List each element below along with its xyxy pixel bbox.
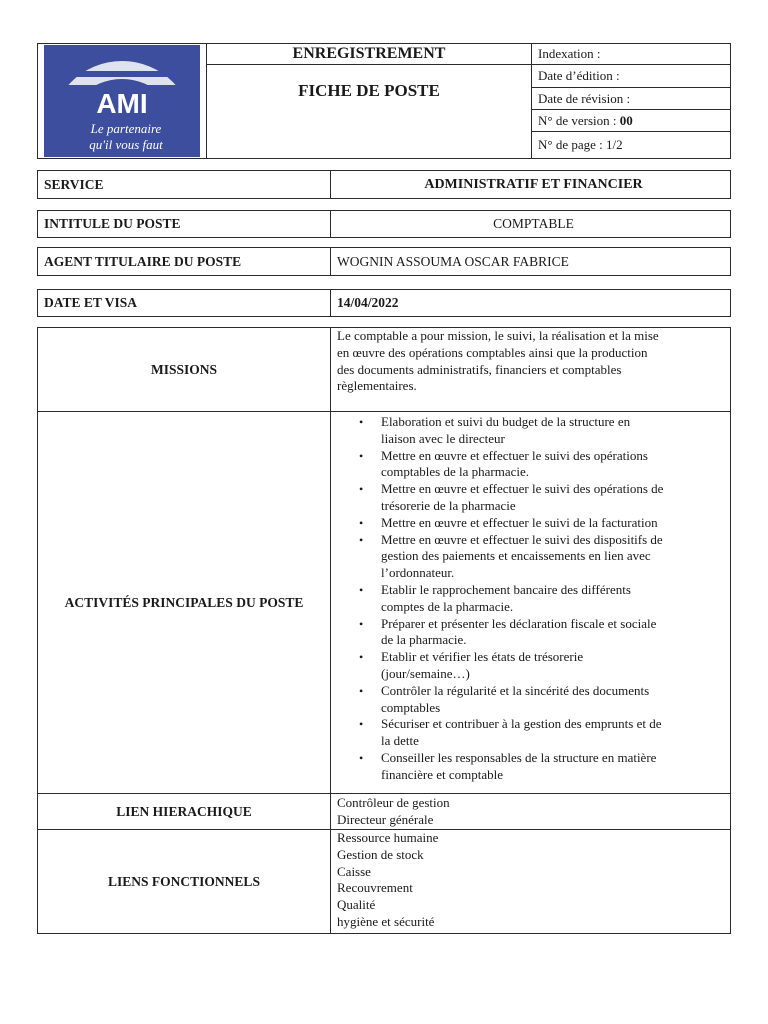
job-title-value: COMPTABLE xyxy=(331,211,731,238)
activity-item xyxy=(359,649,724,683)
hierarchy-line: Directeur générale xyxy=(337,811,434,827)
page-value: 1/2 xyxy=(606,137,623,152)
bullet-icon: • xyxy=(359,448,364,463)
bullet-icon: • xyxy=(359,717,364,732)
activity-line: Contrôler la régularité et la sincérité des documents xyxy=(381,682,650,698)
document-title: FICHE DE POSTE xyxy=(207,65,532,159)
activity-item xyxy=(359,749,724,784)
job-title-label: INTITULE DU POSTE xyxy=(38,211,331,238)
missions-line: Le comptable a pour mission, le suivi, la réalisation et la mise xyxy=(337,328,659,343)
logo-tagline-2: qu'il vous faut xyxy=(89,137,163,152)
bullet-icon: • xyxy=(359,482,364,497)
activities-cell xyxy=(331,412,731,794)
bullet-icon: • xyxy=(359,750,364,765)
hierarchy-line: Contrôleur de gestion xyxy=(337,794,450,810)
bullet-icon: • xyxy=(359,415,364,429)
activity-line: financière et comptable xyxy=(381,766,503,782)
activity-item xyxy=(359,414,724,448)
activity-line: Etablir et vérifier les états de trésorerie xyxy=(381,649,584,665)
company-logo xyxy=(44,45,200,157)
bullet-icon: • xyxy=(359,515,364,530)
activity-item xyxy=(359,514,724,532)
agent-row xyxy=(37,247,731,276)
date-visa-value: 14/04/2022 xyxy=(331,290,731,317)
date-edition-field: Date d’édition : xyxy=(532,65,731,88)
functional-link: Qualité xyxy=(337,897,376,913)
page-label: N° de page : xyxy=(538,137,603,152)
document-header xyxy=(37,43,731,159)
page-field xyxy=(532,132,731,159)
bullet-icon: • xyxy=(359,532,364,547)
version-field xyxy=(532,110,731,132)
hierarchy-label: LIEN HIERACHIQUE xyxy=(38,794,331,830)
hierarchy-cell xyxy=(331,794,731,830)
activity-line: Sécuriser et contribuer à la gestion des emprunts et de xyxy=(381,716,662,732)
missions-line: règlementaires. xyxy=(337,378,417,394)
activity-line: la dette xyxy=(381,733,419,749)
bullet-icon: • xyxy=(359,582,364,597)
activity-line: l’ordonnateur. xyxy=(381,565,455,581)
activity-line: comptables xyxy=(381,699,441,715)
service-value: ADMINISTRATIF ET FINANCIER xyxy=(331,171,731,199)
version-label: N° de version : xyxy=(538,112,617,128)
activity-item xyxy=(359,615,724,650)
missions-label: MISSIONS xyxy=(38,328,331,412)
activity-line: Mettre en œuvre et effectuer le suivi des opérations de xyxy=(381,481,664,497)
activity-line: Elaboration et suivi du budget de la structure en xyxy=(381,414,631,429)
date-visa-row xyxy=(37,289,731,317)
job-title-row xyxy=(37,210,731,238)
activities-label: ACTIVITÉS PRINCIPALES DU POSTE xyxy=(38,412,331,794)
activity-line: Etablir le rapprochement bancaire des différents xyxy=(381,581,631,597)
logo-tagline-1: Le partenaire xyxy=(90,121,162,136)
indexation-field: Indexation : xyxy=(532,44,731,65)
functional-link: Recouvrement xyxy=(337,880,413,896)
logo-cell xyxy=(38,44,207,159)
functional-link: Caisse xyxy=(337,863,371,879)
activity-line: gestion des paiements et encaissements en lien avec xyxy=(381,548,651,564)
activity-item xyxy=(359,716,724,750)
activity-line: comptes de la pharmacie. xyxy=(381,598,514,614)
bullet-icon: • xyxy=(359,683,364,698)
bullet-icon: • xyxy=(359,616,364,631)
activity-line: comptables de la pharmacie. xyxy=(381,464,529,480)
functional-links-cell xyxy=(331,830,731,934)
activity-item xyxy=(359,581,724,616)
activities-list xyxy=(337,414,724,784)
missions-line: des documents administratifs, financiers et comptables xyxy=(337,361,622,377)
activity-line: liaison avec le directeur xyxy=(381,430,505,446)
activity-line: de la pharmacie. xyxy=(381,632,467,648)
activity-item xyxy=(359,531,724,582)
missions-text xyxy=(331,328,731,412)
date-revision-field: Date de révision : xyxy=(532,88,731,110)
activity-line: trésorerie de la pharmacie xyxy=(381,497,516,513)
service-row xyxy=(37,170,731,199)
activity-line: Mettre en œuvre et effectuer le suivi des dispositifs de xyxy=(381,531,663,547)
bullet-icon: • xyxy=(359,650,364,665)
date-visa-label: DATE ET VISA xyxy=(38,290,331,317)
functional-link: hygiène et sécurité xyxy=(337,913,435,929)
agent-value: WOGNIN ASSOUMA OSCAR FABRICE xyxy=(331,248,731,276)
version-value: 00 xyxy=(619,112,633,128)
activity-line: Conseiller les responsables de la structure en matière xyxy=(381,749,657,765)
activity-line: Mettre en œuvre et effectuer le suivi de la facturation xyxy=(381,514,658,530)
functional-link: Ressource humaine xyxy=(337,830,439,845)
activity-item xyxy=(359,682,724,717)
activity-line: Mettre en œuvre et effectuer le suivi des opérations xyxy=(381,447,648,463)
service-label: SERVICE xyxy=(38,171,331,199)
activity-line: Préparer et présenter les déclaration fiscale et sociale xyxy=(381,615,657,631)
activity-item xyxy=(359,447,724,482)
record-title: ENREGISTREMENT xyxy=(207,44,532,65)
activity-line: (jour/semaine…) xyxy=(381,665,470,681)
missions-line: en œuvre des opérations comptables ainsi que la production xyxy=(337,344,648,360)
activity-item xyxy=(359,481,724,515)
functional-link: Gestion de stock xyxy=(337,846,424,862)
agent-label: AGENT TITULAIRE DU POSTE xyxy=(38,248,331,276)
functional-links-label: LIENS FONCTIONNELS xyxy=(38,830,331,934)
logo-brand: AMI xyxy=(96,88,148,119)
job-details-table xyxy=(37,327,731,934)
